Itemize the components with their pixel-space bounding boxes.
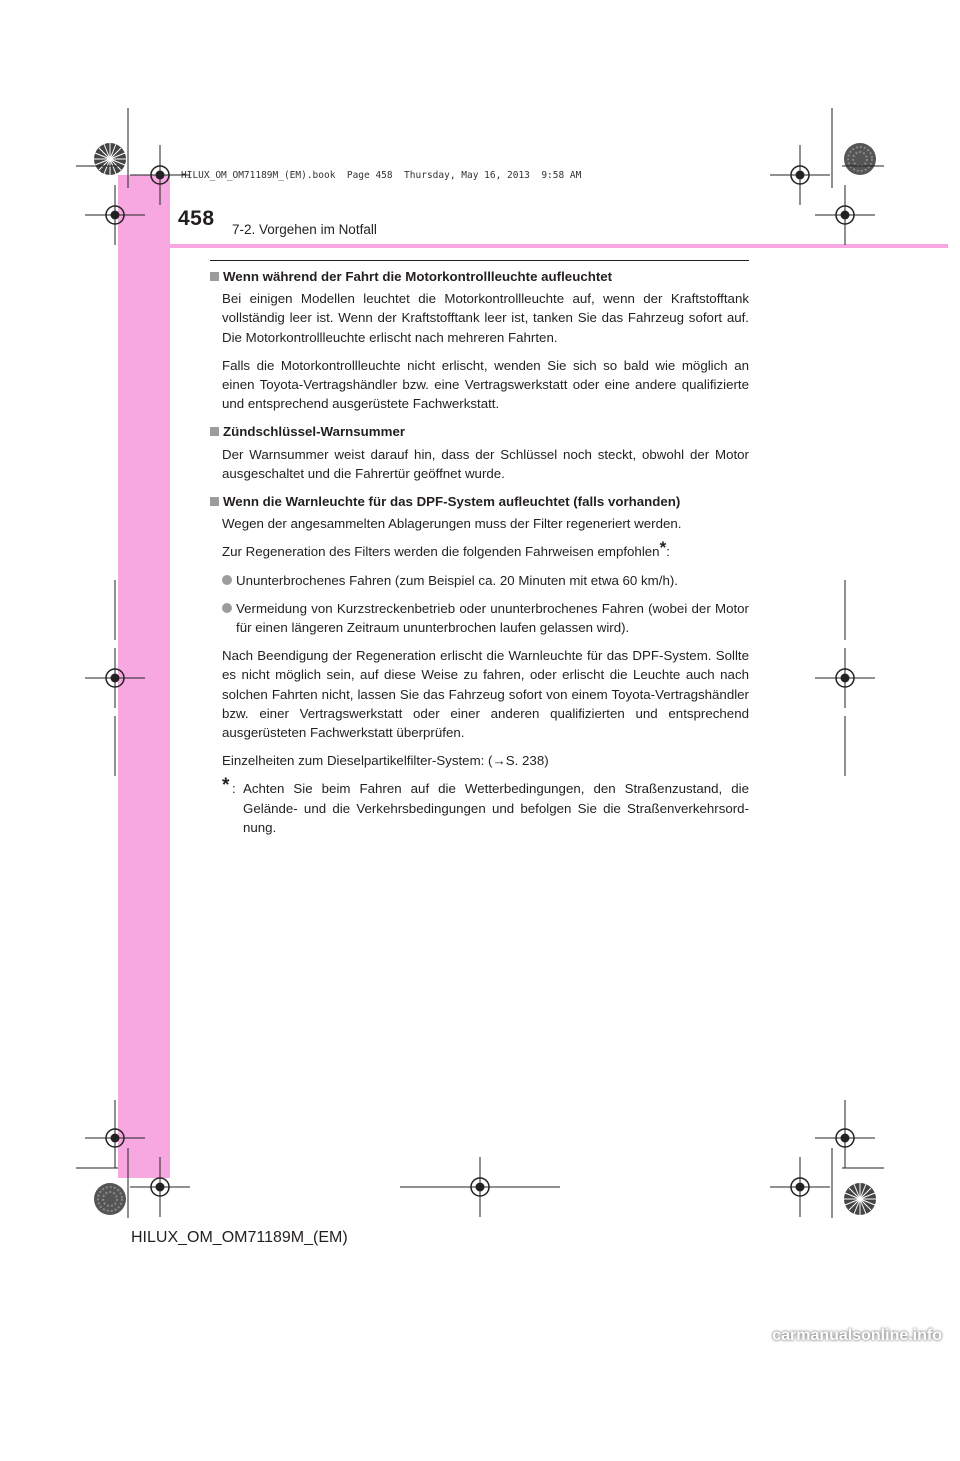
paragraph — [222, 538, 749, 561]
paragraph: Wegen der angesammelten Ablagerungen muss der Filter regeneriert werden. — [222, 516, 682, 532]
heading-text: Zündschlüssel-Warnsummer — [223, 424, 406, 440]
list-item — [222, 599, 749, 637]
crosshair-icon — [770, 1157, 830, 1217]
paragraph: Nach Beendigung der Regeneration erlischt die Warnleuchte für das DPF-System. Sollte es nicht möglich sein, auf diese Weise zu fahren, oder erlischt die Leuchte auch nach solchen Fahrten nicht, lassen Sie das Fahrzeug sofort von einem Toyota-Vertragshändler bzw. einer Vertragswerkstatt oder einer anderen qualifizierten und entsprechend ausgerüsteten Fachwerkstatt überprüfen. — [222, 648, 749, 741]
heading-text: Wenn während der Fahrt die Motorkontrollleuchte aufleuchtet — [223, 269, 613, 284]
crosshair-icon — [815, 648, 875, 708]
asterisk-mark: * — [659, 538, 667, 558]
paragraph: Der Warnsummer weist darauf hin, dass der Schlüssel noch steckt, obwohl der Motor ausgeschaltet und die Fahrertür geöffnet wurde. — [222, 446, 749, 481]
paragraph: Falls die Motorkontrollleuchte nicht erlischt, wenden Sie sich so bald wie möglich an einen Toyota-Vertragshändler bzw. eine Vertragswerkstatt oder eine andere qualifizierte und entsprechend ausgerüstete Fachwerkstatt. — [222, 357, 749, 412]
page-number: 458 — [178, 207, 215, 230]
intro-text: Zur Regeneration des Filters werden die folgenden Fahrweisen empfohlen — [222, 544, 660, 560]
reference-line — [222, 751, 749, 770]
arrow-right-icon: → — [492, 753, 506, 769]
reference-page: S. 238) — [505, 753, 549, 769]
square-bullet-icon — [210, 497, 219, 506]
page-content — [210, 267, 749, 837]
square-bullet-icon — [210, 427, 219, 436]
crosshair-icon — [815, 185, 875, 245]
crosshair-icon — [85, 185, 145, 245]
heading-text: Wenn die Warnleuchte für das DPF-System aufleuchtet (falls vorhanden) — [223, 494, 681, 510]
section-title: 7-2. Vorgehen im Notfall — [232, 222, 377, 237]
registration-dotted-disc-icon — [826, 125, 894, 193]
section-heading — [210, 267, 749, 286]
square-bullet-icon — [210, 272, 219, 281]
content-rule — [210, 260, 749, 261]
document-code: HILUX_OM_OM71189M_(EM) — [131, 1229, 348, 1246]
list-item-text: Ununterbrochenes Fahren (zum Beispiel ca. 20 Minuten mit etwa 60 km/h). — [236, 572, 678, 588]
asterisk-mark: * — [222, 775, 230, 797]
list-item — [222, 571, 749, 590]
paragraph: Bei einigen Modellen leuchtet die Motorkontrollleuchte auf, wenn der Kraftstofftank vollständig leer ist. Wenn der Kraftstofftank leer ist, tanken Sie das Fahrzeug sofort auf. Die Motorkontrollleuchte erlischt nach mehreren Fahrten. — [222, 291, 749, 345]
registration-starburst-icon — [826, 1165, 894, 1233]
reference-text: Einzelheiten zum Dieselpartikelfilter-System: ( — [222, 753, 493, 769]
list-item-text: Vermeidung von Kurzstreckenbetrieb oder ununterbrochenes Fahren (wobei der Motor für einen längeren Zeitraum ununterbrochen laufen gelassen wird). — [236, 600, 749, 636]
footnote — [222, 775, 749, 837]
footnote-colon: : — [232, 781, 236, 797]
footnote-text: Achten Sie beim Fahren auf die Wetterbedingungen, den Straßenzustand, die Gelände- und die Verkehrsbedingungen und befolgen Sie die Straßenverkehrsordnung. — [243, 781, 749, 835]
section-heading — [210, 492, 749, 511]
intro-colon: : — [666, 544, 670, 560]
section-heading — [210, 422, 749, 441]
round-bullet-icon — [222, 575, 232, 585]
book-info-header: HILUX_OM_OM71189M_(EM).book Page 458 Thursday, May 16, 2013 9:58 AM — [181, 170, 582, 181]
crosshair-icon — [85, 648, 145, 708]
site-watermark: carmanualsonline.info — [772, 1327, 942, 1344]
registration-dotted-disc-icon — [76, 1165, 144, 1233]
crosshair-icon — [450, 1157, 510, 1217]
round-bullet-icon — [222, 603, 232, 613]
